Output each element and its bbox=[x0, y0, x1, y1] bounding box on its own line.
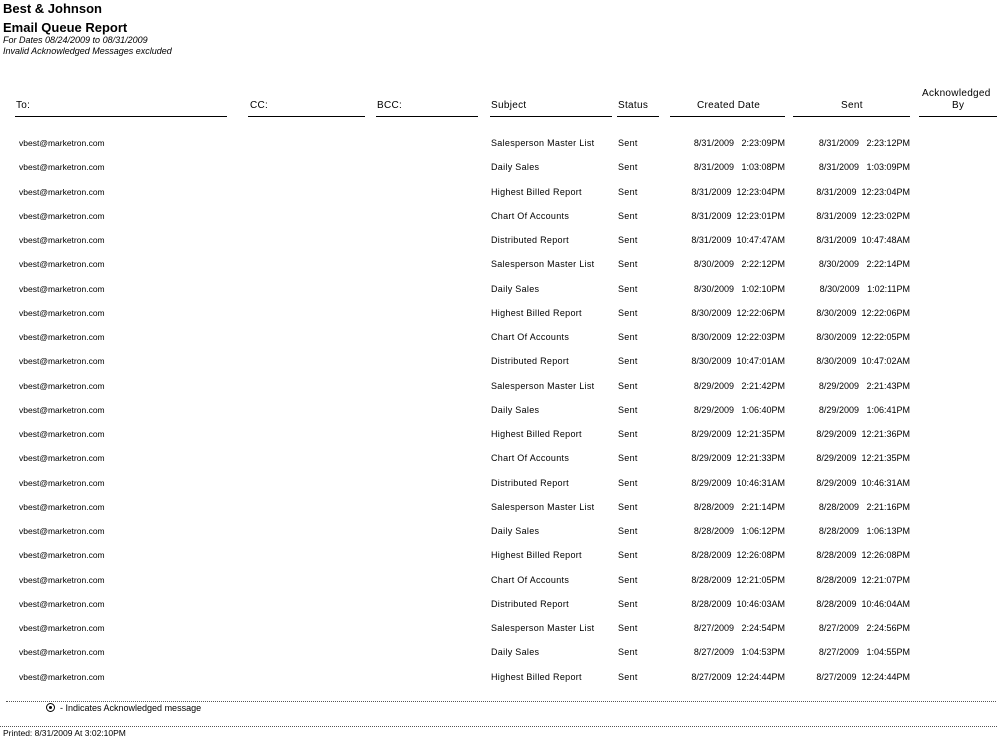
row-created-date: 8/27/2009 12:24:44PM bbox=[691, 671, 785, 682]
row-created-date: 8/31/2009 2:23:09PM bbox=[693, 138, 785, 148]
column-header-sent: Sent bbox=[841, 100, 863, 111]
table-row bbox=[0, 550, 997, 564]
row-sent-date: 8/27/2009 1:04:55PM bbox=[818, 647, 910, 658]
row-status: Sent bbox=[618, 453, 638, 464]
header-underline-to bbox=[15, 116, 227, 117]
row-to: vbest@marketron.com bbox=[19, 526, 105, 536]
table-row bbox=[0, 356, 997, 370]
row-sent-date: 8/30/2009 2:22:14PM bbox=[818, 259, 910, 270]
row-subject: Daily Sales bbox=[491, 404, 540, 415]
row-subject: Chart Of Accounts bbox=[491, 332, 570, 342]
header-underline-ack bbox=[919, 116, 997, 117]
table-row bbox=[0, 187, 997, 201]
row-status: Sent bbox=[618, 235, 638, 245]
row-created-date: 8/29/2009 10:46:31AM bbox=[691, 477, 785, 488]
column-header-status: Status bbox=[618, 100, 649, 111]
row-to: vbest@marketron.com bbox=[19, 356, 105, 367]
row-to: vbest@marketron.com bbox=[19, 307, 105, 318]
row-to: vbest@marketron.com bbox=[19, 647, 105, 658]
row-sent-date: 8/31/2009 12:23:02PM bbox=[816, 210, 910, 221]
table-row bbox=[0, 575, 997, 589]
table-row bbox=[0, 138, 997, 152]
header-underline-status bbox=[617, 116, 659, 117]
row-subject: Distributed Report bbox=[491, 598, 569, 609]
row-subject: Highest Billed Report bbox=[491, 307, 582, 318]
row-subject: Daily Sales bbox=[491, 283, 540, 294]
header-underline-bcc bbox=[376, 116, 478, 117]
row-status: Sent bbox=[618, 259, 638, 270]
row-sent-date: 8/28/2009 12:26:08PM bbox=[816, 550, 910, 561]
row-subject: Daily Sales bbox=[491, 162, 540, 173]
date-range: For Dates 08/24/2009 to 08/31/2009 bbox=[3, 35, 148, 45]
row-sent-date: 8/28/2009 1:06:13PM bbox=[818, 526, 910, 536]
row-sent-date: 8/29/2009 10:46:31AM bbox=[816, 477, 910, 488]
row-sent-date: 8/31/2009 1:03:09PM bbox=[818, 162, 910, 173]
row-status: Sent bbox=[618, 477, 638, 488]
row-subject: Salesperson Master List bbox=[491, 623, 595, 633]
table-row bbox=[0, 429, 997, 443]
row-created-date: 8/28/2009 12:26:08PM bbox=[691, 550, 785, 561]
row-sent-date: 8/28/2009 12:21:07PM bbox=[816, 574, 910, 585]
row-status: Sent bbox=[618, 380, 638, 391]
header-underline-cc bbox=[248, 116, 365, 117]
legend bbox=[46, 703, 201, 713]
row-created-date: 8/30/2009 12:22:06PM bbox=[691, 307, 785, 318]
row-to: vbest@marketron.com bbox=[19, 429, 105, 439]
header-underline-created bbox=[670, 116, 785, 117]
row-subject: Salesperson Master List bbox=[491, 259, 595, 270]
column-header-subject: Subject bbox=[491, 100, 527, 111]
row-subject: Distributed Report bbox=[491, 477, 569, 488]
table-row bbox=[0, 211, 997, 225]
row-created-date: 8/31/2009 1:03:08PM bbox=[693, 162, 785, 173]
row-status: Sent bbox=[618, 210, 638, 221]
row-status: Sent bbox=[618, 404, 638, 415]
table-row bbox=[0, 502, 997, 516]
row-sent-date: 8/30/2009 12:22:06PM bbox=[816, 307, 910, 318]
row-subject: Chart Of Accounts bbox=[491, 453, 570, 464]
row-to: vbest@marketron.com bbox=[19, 186, 105, 197]
row-created-date: 8/29/2009 2:21:42PM bbox=[693, 380, 785, 391]
row-created-date: 8/31/2009 12:23:01PM bbox=[691, 210, 785, 221]
header-underline-subject bbox=[490, 116, 612, 117]
row-created-date: 8/29/2009 12:21:35PM bbox=[691, 429, 785, 439]
row-created-date: 8/30/2009 2:22:12PM bbox=[693, 259, 785, 270]
row-to: vbest@marketron.com bbox=[19, 404, 105, 415]
row-status: Sent bbox=[618, 501, 638, 512]
row-to: vbest@marketron.com bbox=[19, 332, 105, 342]
row-to: vbest@marketron.com bbox=[19, 477, 105, 488]
row-to: vbest@marketron.com bbox=[19, 283, 105, 294]
row-to: vbest@marketron.com bbox=[19, 380, 105, 391]
row-subject: Distributed Report bbox=[491, 235, 569, 245]
column-header-cc: CC: bbox=[250, 100, 269, 111]
row-created-date: 8/28/2009 1:06:12PM bbox=[693, 526, 785, 536]
table-row bbox=[0, 526, 997, 540]
row-status: Sent bbox=[618, 307, 638, 318]
table-row bbox=[0, 235, 997, 249]
table-row bbox=[0, 672, 997, 686]
row-sent-date: 8/31/2009 12:23:04PM bbox=[816, 186, 910, 197]
row-created-date: 8/28/2009 10:46:03AM bbox=[691, 598, 785, 609]
row-status: Sent bbox=[618, 647, 638, 658]
row-to: vbest@marketron.com bbox=[19, 501, 105, 512]
row-subject: Highest Billed Report bbox=[491, 550, 582, 561]
row-created-date: 8/30/2009 12:22:03PM bbox=[691, 332, 785, 342]
row-subject: Salesperson Master List bbox=[491, 138, 595, 148]
column-header-to: To: bbox=[16, 100, 31, 111]
footer-divider-top bbox=[6, 701, 996, 702]
row-subject: Chart Of Accounts bbox=[491, 574, 570, 585]
table-row bbox=[0, 259, 997, 273]
row-created-date: 8/31/2009 12:23:04PM bbox=[691, 186, 785, 197]
row-subject: Salesperson Master List bbox=[491, 380, 595, 391]
table-row bbox=[0, 623, 997, 637]
header-underline-sent bbox=[793, 116, 910, 117]
row-sent-date: 8/30/2009 12:22:05PM bbox=[816, 332, 910, 342]
row-sent-date: 8/31/2009 10:47:48AM bbox=[816, 235, 910, 245]
row-to: vbest@marketron.com bbox=[19, 453, 105, 464]
footer-divider-bottom bbox=[0, 726, 997, 727]
table-row bbox=[0, 308, 997, 322]
row-subject: Distributed Report bbox=[491, 356, 569, 367]
column-header-created: Created Date bbox=[697, 100, 761, 111]
row-status: Sent bbox=[618, 186, 638, 197]
row-subject: Daily Sales bbox=[491, 647, 540, 658]
row-to: vbest@marketron.com bbox=[19, 138, 105, 148]
row-subject: Daily Sales bbox=[491, 526, 540, 536]
row-status: Sent bbox=[618, 138, 638, 148]
row-sent-date: 8/27/2009 12:24:44PM bbox=[816, 671, 910, 682]
column-header-ack-line2: By bbox=[952, 100, 965, 111]
row-created-date: 8/27/2009 1:04:53PM bbox=[693, 647, 785, 658]
row-sent-date: 8/31/2009 2:23:12PM bbox=[818, 138, 910, 148]
row-sent-date: 8/28/2009 2:21:16PM bbox=[818, 501, 910, 512]
table-row bbox=[0, 284, 997, 298]
row-created-date: 8/28/2009 2:21:14PM bbox=[693, 501, 785, 512]
row-subject: Highest Billed Report bbox=[491, 671, 582, 682]
row-to: vbest@marketron.com bbox=[19, 671, 105, 682]
row-to: vbest@marketron.com bbox=[19, 623, 105, 633]
row-created-date: 8/29/2009 1:06:40PM bbox=[693, 404, 785, 415]
row-status: Sent bbox=[618, 574, 638, 585]
table-row bbox=[0, 381, 997, 395]
table-row bbox=[0, 453, 997, 467]
row-created-date: 8/31/2009 10:47:47AM bbox=[691, 235, 785, 245]
row-status: Sent bbox=[618, 623, 638, 633]
row-status: Sent bbox=[618, 671, 638, 682]
row-status: Sent bbox=[618, 332, 638, 342]
row-to: vbest@marketron.com bbox=[19, 598, 105, 609]
row-sent-date: 8/27/2009 2:24:56PM bbox=[818, 623, 910, 633]
row-created-date: 8/27/2009 2:24:54PM bbox=[693, 623, 785, 633]
row-to: vbest@marketron.com bbox=[19, 574, 105, 585]
row-to: vbest@marketron.com bbox=[19, 550, 105, 561]
row-created-date: 8/28/2009 12:21:05PM bbox=[691, 574, 785, 585]
table-row bbox=[0, 647, 997, 661]
row-subject: Salesperson Master List bbox=[491, 501, 595, 512]
report-title: Email Queue Report bbox=[3, 20, 128, 35]
table-row bbox=[0, 405, 997, 419]
table-row bbox=[0, 162, 997, 176]
column-header-bcc: BCC: bbox=[377, 100, 403, 111]
row-subject: Highest Billed Report bbox=[491, 429, 582, 439]
row-sent-date: 8/30/2009 10:47:02AM bbox=[816, 356, 910, 367]
row-status: Sent bbox=[618, 283, 638, 294]
row-status: Sent bbox=[618, 526, 638, 536]
printed-timestamp: Printed: 8/31/2009 At 3:02:10PM bbox=[3, 728, 126, 738]
legend-text: - Indicates Acknowledged message bbox=[60, 703, 202, 713]
row-subject: Chart Of Accounts bbox=[491, 210, 570, 221]
row-subject: Highest Billed Report bbox=[491, 186, 582, 197]
row-to: vbest@marketron.com bbox=[19, 162, 105, 173]
row-sent-date: 8/29/2009 1:06:41PM bbox=[818, 404, 910, 415]
row-sent-date: 8/29/2009 12:21:35PM bbox=[816, 453, 910, 464]
exclusion-note: Invalid Acknowledged Messages excluded bbox=[3, 46, 172, 56]
table-row bbox=[0, 599, 997, 613]
row-sent-date: 8/30/2009 1:02:11PM bbox=[819, 283, 910, 294]
row-status: Sent bbox=[618, 550, 638, 561]
column-header-ack-line1: Acknowledged bbox=[922, 88, 991, 99]
row-created-date: 8/29/2009 12:21:33PM bbox=[691, 453, 785, 464]
row-status: Sent bbox=[618, 162, 638, 173]
row-sent-date: 8/28/2009 10:46:04AM bbox=[816, 598, 910, 609]
table-row bbox=[0, 332, 997, 346]
row-to: vbest@marketron.com bbox=[19, 235, 105, 245]
row-sent-date: 8/29/2009 12:21:36PM bbox=[816, 429, 910, 439]
row-created-date: 8/30/2009 10:47:01AM bbox=[691, 356, 785, 367]
row-sent-date: 8/29/2009 2:21:43PM bbox=[818, 380, 910, 391]
company-name: Best & Johnson bbox=[3, 1, 102, 16]
row-to: vbest@marketron.com bbox=[19, 259, 105, 270]
acknowledged-icon bbox=[46, 703, 55, 712]
row-status: Sent bbox=[618, 598, 638, 609]
row-status: Sent bbox=[618, 429, 638, 439]
row-status: Sent bbox=[618, 356, 638, 367]
row-to: vbest@marketron.com bbox=[19, 210, 105, 221]
row-created-date: 8/30/2009 1:02:10PM bbox=[693, 283, 785, 294]
table-row bbox=[0, 478, 997, 492]
